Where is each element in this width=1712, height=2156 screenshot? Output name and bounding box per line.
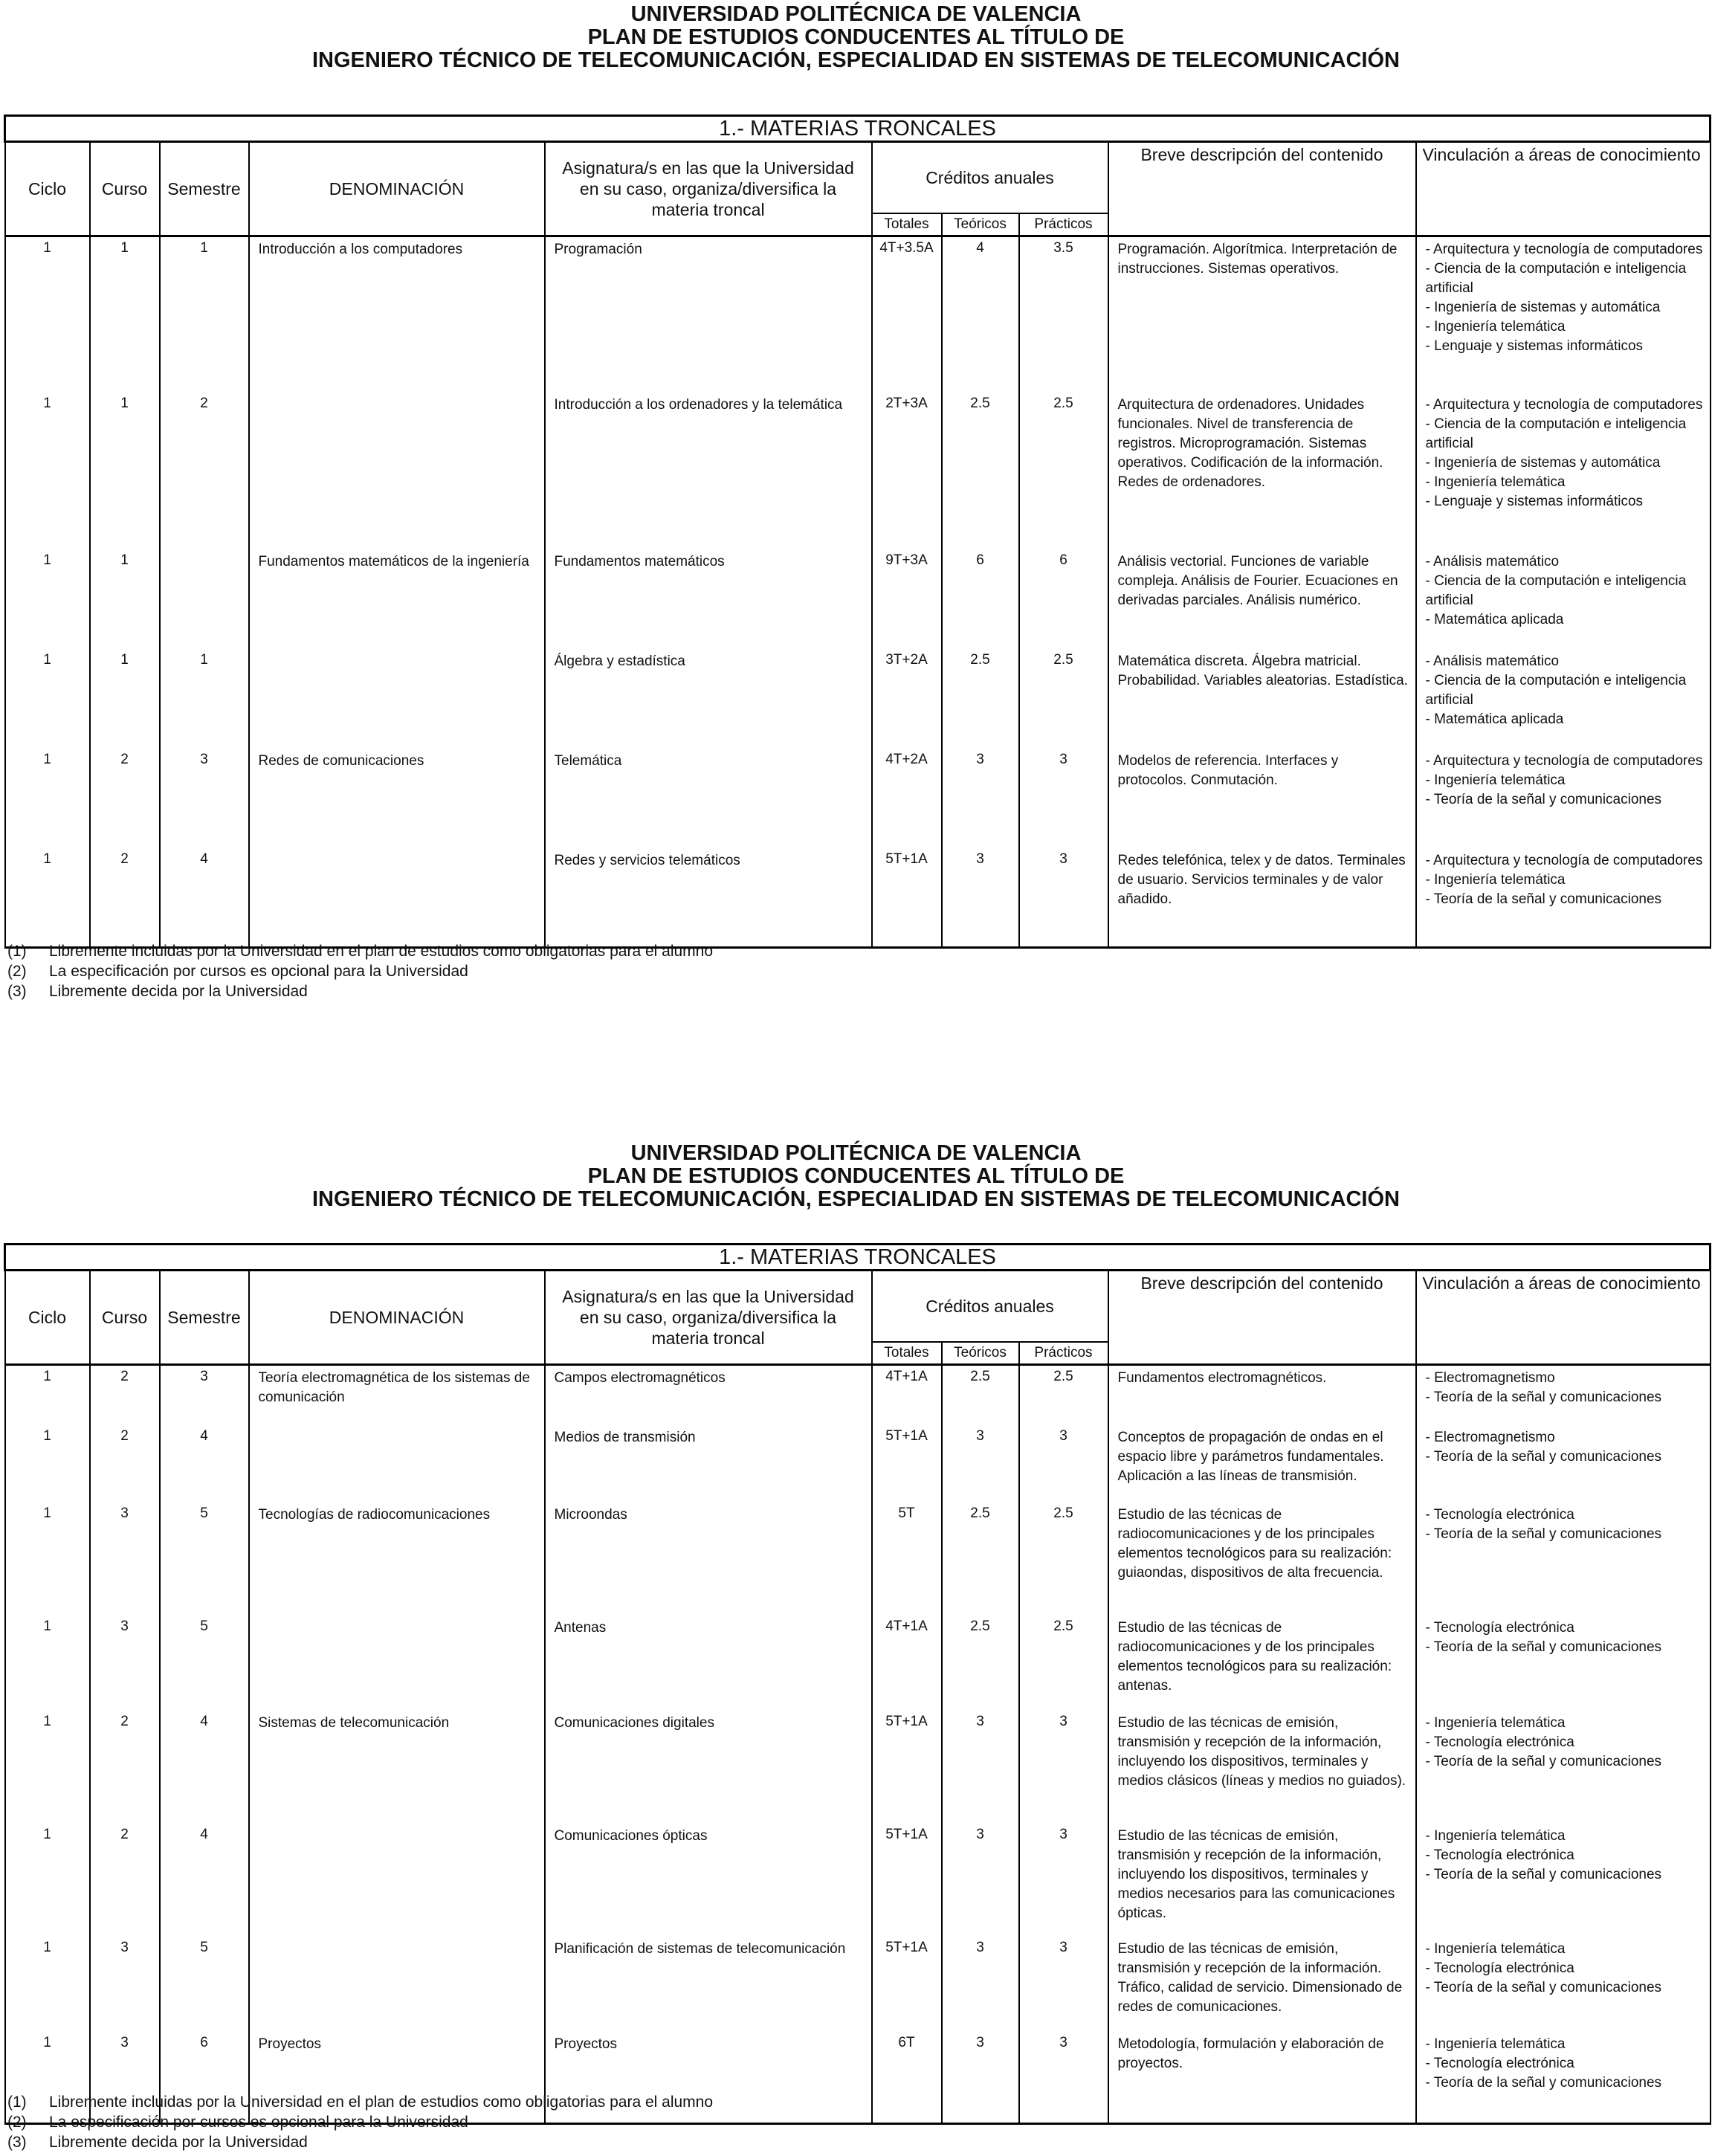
- cell-teoricos: 6: [942, 549, 1019, 649]
- university-title: UNIVERSIDAD POLITÉCNICA DE VALENCIA: [630, 2, 1082, 26]
- col-descripcion-header: Breve descripción del contenido: [1108, 1271, 1416, 1365]
- cell-totales: 5T: [872, 1503, 942, 1616]
- cell-curso: 2: [90, 1824, 160, 1937]
- cell-curso: 2: [90, 1711, 160, 1824]
- cell-descripcion: Metodología, formulación y elaboración de proyectos.: [1108, 2032, 1416, 2124]
- cell-denominacion: [249, 1425, 545, 1503]
- cell-practicos: 2.5: [1019, 1503, 1108, 1616]
- cell-totales: 2T+3A: [872, 393, 942, 549]
- cell-vinculacion: - Arquitectura y tecnología de computadores - Ciencia de la computación e inteligencia artificial - Ingeniería de sistemas y automática - Ingeniería telemática - Lenguaje y sistemas informáticos: [1416, 393, 1711, 549]
- cell-totales: 5T+1A: [872, 848, 942, 948]
- cell-semestre: 1: [160, 649, 249, 749]
- col-teoricos-header: Teóricos: [942, 213, 1019, 236]
- col-asignatura-header: Asignatura/s en las que la Universidad en su caso, organiza/diversifica la materia troncal: [545, 142, 872, 236]
- col-creditos-header: Créditos anuales: [872, 1271, 1108, 1343]
- table-row: [5, 1503, 1711, 1616]
- cell-semestre: 5: [160, 1937, 249, 2032]
- cell-vinculacion: - Tecnología electrónica - Teoría de la señal y comunicaciones: [1416, 1616, 1711, 1711]
- cell-ciclo: 1: [5, 1503, 90, 1616]
- cell-denominacion: [249, 1616, 545, 1711]
- cell-asignatura: Comunicaciones ópticas: [545, 1824, 872, 1937]
- cell-ciclo: 1: [5, 236, 90, 393]
- cell-asignatura: Proyectos: [545, 2032, 872, 2124]
- col-ciclo-header: Ciclo: [5, 1271, 90, 1365]
- cell-totales: 4T+2A: [872, 749, 942, 848]
- cell-vinculacion: - Ingeniería telemática - Tecnología electrónica - Teoría de la señal y comunicaciones: [1416, 1937, 1711, 2032]
- cell-ciclo: 1: [5, 2032, 90, 2124]
- cell-practicos: 6: [1019, 549, 1108, 649]
- cell-teoricos: 3: [942, 749, 1019, 848]
- cell-curso: 1: [90, 236, 160, 393]
- col-semestre-header: Semestre: [160, 142, 249, 236]
- cell-asignatura: Planificación de sistemas de telecomunicación: [545, 1937, 872, 2032]
- cell-ciclo: 1: [5, 848, 90, 948]
- cell-ciclo: 1: [5, 1616, 90, 1711]
- cell-ciclo: 1: [5, 1711, 90, 1824]
- cell-descripcion: Conceptos de propagación de ondas en el espacio libre y parámetros fundamentales. Aplicación a las líneas de transmisión.: [1108, 1425, 1416, 1503]
- cell-vinculacion: - Arquitectura y tecnología de computadores - Ciencia de la computación e inteligencia artificial - Ingeniería de sistemas y automática - Ingeniería telemática - Lenguaje y sistemas informáticos: [1416, 236, 1711, 393]
- cell-vinculacion: - Arquitectura y tecnología de computadores - Ingeniería telemática - Teoría de la señal y comunicaciones: [1416, 749, 1711, 848]
- cell-vinculacion: - Análisis matemático - Ciencia de la computación e inteligencia artificial - Matemática aplicada: [1416, 549, 1711, 649]
- cell-curso: 1: [90, 649, 160, 749]
- cell-denominacion: [249, 848, 545, 948]
- col-vinculacion-header: Vinculación a áreas de conocimiento: [1416, 142, 1711, 236]
- col-descripcion-header: Breve descripción del contenido: [1108, 142, 1416, 236]
- table-row: [5, 549, 1711, 649]
- footnote-3: (3) Libremente decida por la Universidad: [7, 2134, 308, 2151]
- page2-header: [0, 1142, 1712, 1211]
- table-row: [5, 1937, 1711, 2032]
- cell-vinculacion: - Análisis matemático - Ciencia de la computación e inteligencia artificial - Matemática aplicada: [1416, 649, 1711, 749]
- cell-semestre: [160, 549, 249, 649]
- cell-practicos: 2.5: [1019, 1616, 1108, 1711]
- cell-totales: 4T+3.5A: [872, 236, 942, 393]
- plan-title: PLAN DE ESTUDIOS CONDUCENTES AL TÍTULO DE: [587, 25, 1125, 49]
- cell-vinculacion: - Ingeniería telemática - Tecnología electrónica - Teoría de la señal y comunicaciones: [1416, 1824, 1711, 1937]
- cell-descripcion: Arquitectura de ordenadores. Unidades funcionales. Nivel de transferencia de registros. Microprogramación. Sistemas operativos. Codificación de la información. Redes de ordenadores.: [1108, 393, 1416, 549]
- cell-asignatura: Fundamentos matemáticos: [545, 549, 872, 649]
- cell-teoricos: 3: [942, 848, 1019, 948]
- cell-descripcion: Programación. Algorítmica. Interpretación de instrucciones. Sistemas operativos.: [1108, 236, 1416, 393]
- cell-descripcion: Redes telefónica, telex y de datos. Terminales de usuario. Servicios terminales y de valor añadido.: [1108, 848, 1416, 948]
- col-semestre-header: Semestre: [160, 1271, 249, 1365]
- cell-curso: 1: [90, 393, 160, 549]
- cell-ciclo: 1: [5, 649, 90, 749]
- cell-asignatura: Introducción a los ordenadores y la telemática: [545, 393, 872, 549]
- table-row: [5, 393, 1711, 549]
- cell-curso: 3: [90, 1937, 160, 2032]
- cell-practicos: 3: [1019, 1824, 1108, 1937]
- university-title: UNIVERSIDAD POLITÉCNICA DE VALENCIA: [630, 1141, 1082, 1165]
- col-practicos-header: Prácticos: [1019, 1342, 1108, 1365]
- cell-asignatura: Álgebra y estadística: [545, 649, 872, 749]
- table-row: [5, 1616, 1711, 1711]
- cell-teoricos: 3: [942, 1425, 1019, 1503]
- cell-denominacion: [249, 1824, 545, 1937]
- table-row: [5, 236, 1711, 393]
- cell-teoricos: 3: [942, 1824, 1019, 1937]
- col-ciclo-header: Ciclo: [5, 142, 90, 236]
- col-practicos-header: Prácticos: [1019, 213, 1108, 236]
- cell-denominacion: Sistemas de telecomunicación: [249, 1711, 545, 1824]
- cell-ciclo: 1: [5, 1365, 90, 1426]
- cell-descripcion: Estudio de las técnicas de emisión, transmisión y recepción de la información. Tráfico, calidad de servicio. Dimensionado de redes de comunicaciones.: [1108, 1937, 1416, 2032]
- col-creditos-header: Créditos anuales: [872, 142, 1108, 214]
- cell-descripcion: Fundamentos electromagnéticos.: [1108, 1365, 1416, 1426]
- col-denominacion-header: DENOMINACIÓN: [249, 142, 545, 236]
- cell-denominacion: Teoría electromagnética de los sistemas de comunicación: [249, 1365, 545, 1426]
- col-asignatura-header: Asignatura/s en las que la Universidad en su caso, organiza/diversifica la materia troncal: [545, 1271, 872, 1365]
- cell-ciclo: 1: [5, 549, 90, 649]
- cell-teoricos: 2.5: [942, 649, 1019, 749]
- cell-teoricos: 3: [942, 1711, 1019, 1824]
- section-title: 1.- MATERIAS TRONCALES: [5, 116, 1711, 142]
- cell-teoricos: 2.5: [942, 1503, 1019, 1616]
- degree-title: INGENIERO TÉCNICO DE TELECOMUNICACIÓN, ESPECIALIDAD EN SISTEMAS DE TELECOMUNICACIÓN: [312, 1187, 1400, 1211]
- cell-ciclo: 1: [5, 1425, 90, 1503]
- cell-totales: 4T+1A: [872, 1365, 942, 1426]
- col-denominacion-header: DENOMINACIÓN: [249, 1271, 545, 1365]
- cell-descripcion: Modelos de referencia. Interfaces y protocolos. Conmutación.: [1108, 749, 1416, 848]
- cell-denominacion: [249, 649, 545, 749]
- cell-totales: 5T+1A: [872, 1937, 942, 2032]
- degree-title: INGENIERO TÉCNICO DE TELECOMUNICACIÓN, ESPECIALIDAD EN SISTEMAS DE TELECOMUNICACIÓN: [312, 48, 1400, 72]
- footnote-1: (1) Libremente incluidas por la Universidad en el plan de estudios como obligatorias para el alumno: [7, 2094, 714, 2111]
- cell-totales: 6T: [872, 2032, 942, 2124]
- cell-asignatura: Redes y servicios telemáticos: [545, 848, 872, 948]
- cell-vinculacion: - Ingeniería telemática - Tecnología electrónica - Teoría de la señal y comunicaciones: [1416, 2032, 1711, 2124]
- cell-asignatura: Campos electromagnéticos: [545, 1365, 872, 1426]
- cell-semestre: 2: [160, 393, 249, 549]
- footnote-1: (1) Libremente incluidas por la Universidad en el plan de estudios como obligatorias para el alumno: [7, 943, 714, 960]
- cell-curso: 1: [90, 549, 160, 649]
- cell-curso: 3: [90, 2032, 160, 2124]
- page1-header: [0, 3, 1712, 72]
- cell-totales: 9T+3A: [872, 549, 942, 649]
- cell-ciclo: 1: [5, 393, 90, 549]
- cell-asignatura: Medios de transmisión: [545, 1425, 872, 1503]
- cell-descripcion: Estudio de las técnicas de emisión, transmisión y recepción de la información, incluyendo los dispositivos, terminales y medios clásicos (líneas y medios no guiados).: [1108, 1711, 1416, 1824]
- cell-practicos: 2.5: [1019, 1365, 1108, 1426]
- cell-practicos: 3: [1019, 1711, 1108, 1824]
- cell-semestre: 4: [160, 848, 249, 948]
- cell-practicos: 3: [1019, 749, 1108, 848]
- section-title: 1.- MATERIAS TRONCALES: [5, 1245, 1711, 1271]
- cell-asignatura: Telemática: [545, 749, 872, 848]
- col-totales-header: Totales: [872, 213, 942, 236]
- cell-practicos: 3.5: [1019, 236, 1108, 393]
- footnotes-2: [7, 2092, 713, 2152]
- cell-ciclo: 1: [5, 749, 90, 848]
- table-row: [5, 649, 1711, 749]
- cell-vinculacion: - Ingeniería telemática - Tecnología electrónica - Teoría de la señal y comunicaciones: [1416, 1711, 1711, 1824]
- table-row: [5, 1711, 1711, 1824]
- cell-semestre: 4: [160, 1824, 249, 1937]
- cell-descripcion: Matemática discreta. Álgebra matricial. Probabilidad. Variables aleatorias. Estadística.: [1108, 649, 1416, 749]
- cell-denominacion: Proyectos: [249, 2032, 545, 2124]
- cell-descripcion: Estudio de las técnicas de radiocomunicaciones y de los principales elementos tecnológicos para su realización: guiaondas, dispositivos de alta frecuencia.: [1108, 1503, 1416, 1616]
- cell-practicos: 3: [1019, 2032, 1108, 2124]
- plan-title: PLAN DE ESTUDIOS CONDUCENTES AL TÍTULO DE: [587, 1164, 1125, 1188]
- materias-troncales-table-1: [4, 114, 1711, 949]
- cell-practicos: 3: [1019, 1425, 1108, 1503]
- cell-denominacion: Introducción a los computadores: [249, 236, 545, 393]
- cell-totales: 5T+1A: [872, 1824, 942, 1937]
- cell-semestre: 1: [160, 236, 249, 393]
- materias-troncales-table-2: [4, 1243, 1711, 2125]
- cell-semestre: 3: [160, 1365, 249, 1426]
- cell-teoricos: 3: [942, 2032, 1019, 2124]
- cell-ciclo: 1: [5, 1937, 90, 2032]
- cell-curso: 2: [90, 848, 160, 948]
- cell-ciclo: 1: [5, 1824, 90, 1937]
- cell-practicos: 2.5: [1019, 393, 1108, 549]
- cell-totales: 4T+1A: [872, 1616, 942, 1711]
- col-curso-header: Curso: [90, 142, 160, 236]
- cell-asignatura: Antenas: [545, 1616, 872, 1711]
- cell-vinculacion: - Electromagnetismo - Teoría de la señal y comunicaciones: [1416, 1425, 1711, 1503]
- cell-teoricos: 4: [942, 236, 1019, 393]
- cell-descripcion: Estudio de las técnicas de emisión, transmisión y recepción de la información, incluyendo los dispositivos, terminales y medios necesarios para las comunicaciones ópticas.: [1108, 1824, 1416, 1937]
- table-row: [5, 749, 1711, 848]
- cell-curso: 2: [90, 749, 160, 848]
- cell-semestre: 6: [160, 2032, 249, 2124]
- cell-denominacion: Redes de comunicaciones: [249, 749, 545, 848]
- cell-asignatura: Programación: [545, 236, 872, 393]
- footnote-2: (2) La especificación por cursos es opcional para la Universidad: [7, 2114, 468, 2131]
- cell-practicos: 3: [1019, 1937, 1108, 2032]
- col-vinculacion-header: Vinculación a áreas de conocimiento: [1416, 1271, 1711, 1365]
- cell-teoricos: 3: [942, 1937, 1019, 2032]
- col-curso-header: Curso: [90, 1271, 160, 1365]
- cell-practicos: 2.5: [1019, 649, 1108, 749]
- cell-teoricos: 2.5: [942, 1616, 1019, 1711]
- col-totales-header: Totales: [872, 1342, 942, 1365]
- table-row: [5, 1824, 1711, 1937]
- cell-descripcion: Estudio de las técnicas de radiocomunicaciones y de los principales elementos tecnológicos para su realización: antenas.: [1108, 1616, 1416, 1711]
- cell-semestre: 5: [160, 1616, 249, 1711]
- cell-vinculacion: - Tecnología electrónica - Teoría de la señal y comunicaciones: [1416, 1503, 1711, 1616]
- cell-semestre: 3: [160, 749, 249, 848]
- cell-practicos: 3: [1019, 848, 1108, 948]
- cell-curso: 2: [90, 1425, 160, 1503]
- table-row: [5, 1425, 1711, 1503]
- table-row: [5, 848, 1711, 948]
- table-row: [5, 1365, 1711, 1426]
- cell-semestre: 4: [160, 1425, 249, 1503]
- cell-curso: 3: [90, 1616, 160, 1711]
- cell-denominacion: [249, 393, 545, 549]
- cell-curso: 2: [90, 1365, 160, 1426]
- cell-totales: 5T+1A: [872, 1711, 942, 1824]
- cell-denominacion: [249, 1937, 545, 2032]
- cell-denominacion: Tecnologías de radiocomunicaciones: [249, 1503, 545, 1616]
- footnote-3: (3) Libremente decida por la Universidad: [7, 983, 308, 1000]
- cell-asignatura: Microondas: [545, 1503, 872, 1616]
- cell-asignatura: Comunicaciones digitales: [545, 1711, 872, 1824]
- cell-vinculacion: - Arquitectura y tecnología de computadores - Ingeniería telemática - Teoría de la señal y comunicaciones: [1416, 848, 1711, 948]
- cell-semestre: 5: [160, 1503, 249, 1616]
- cell-totales: 5T+1A: [872, 1425, 942, 1503]
- cell-totales: 3T+2A: [872, 649, 942, 749]
- table-1-body: [5, 236, 1711, 948]
- cell-denominacion: Fundamentos matemáticos de la ingeniería: [249, 549, 545, 649]
- table-2-body: [5, 1365, 1711, 2124]
- cell-curso: 3: [90, 1503, 160, 1616]
- cell-teoricos: 2.5: [942, 1365, 1019, 1426]
- cell-semestre: 4: [160, 1711, 249, 1824]
- col-teoricos-header: Teóricos: [942, 1342, 1019, 1365]
- cell-descripcion: Análisis vectorial. Funciones de variable compleja. Análisis de Fourier. Ecuaciones en derivadas parciales. Análisis numérico.: [1108, 549, 1416, 649]
- footnotes-1: [7, 941, 713, 1001]
- footnote-2: (2) La especificación por cursos es opcional para la Universidad: [7, 963, 468, 980]
- cell-vinculacion: - Electromagnetismo - Teoría de la señal y comunicaciones: [1416, 1365, 1711, 1426]
- cell-teoricos: 2.5: [942, 393, 1019, 549]
